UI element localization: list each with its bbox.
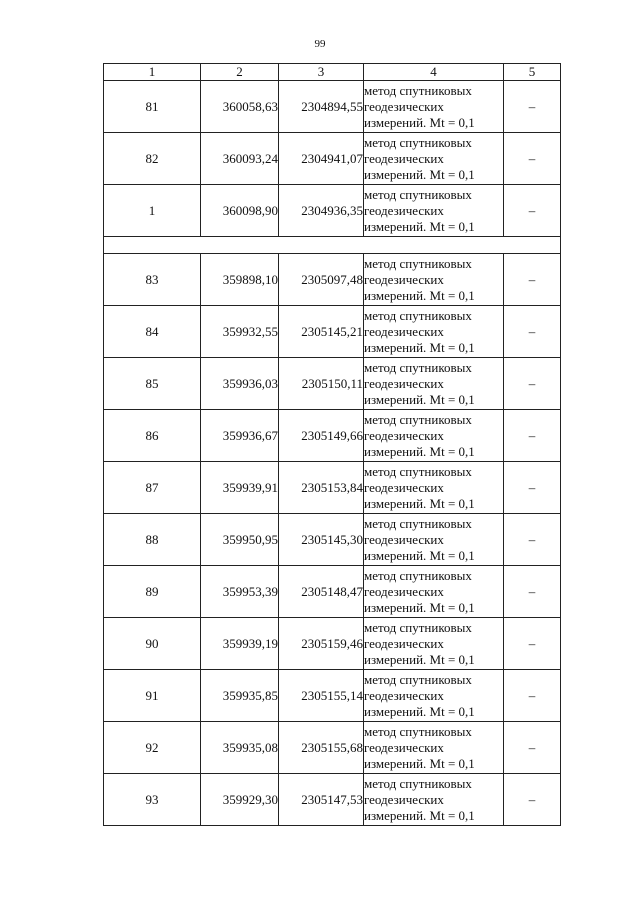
- method-cell: [364, 306, 504, 358]
- method-text-line: измерений. Mt = 0,1: [364, 287, 475, 303]
- method-text-line: метод спутниковых: [364, 775, 472, 791]
- y-coordinate-cell: 2305155,14: [279, 670, 364, 722]
- point-number-cell: 83: [104, 254, 201, 306]
- note-cell: –: [504, 722, 561, 774]
- y-coordinate-cell: 2305145,30: [279, 514, 364, 566]
- method-text-line: метод спутниковых: [364, 463, 472, 479]
- x-coordinate-cell: 359950,95: [201, 514, 279, 566]
- table-row: [104, 185, 561, 237]
- method-text-line: метод спутниковых: [364, 671, 472, 687]
- point-number-cell: 92: [104, 722, 201, 774]
- method-text-line: метод спутниковых: [364, 186, 472, 202]
- x-coordinate-cell: 359929,30: [201, 774, 279, 826]
- method-cell: [364, 254, 504, 306]
- table-row: [104, 618, 561, 670]
- x-coordinate-cell: 359939,19: [201, 618, 279, 670]
- point-number-cell: 89: [104, 566, 201, 618]
- method-text-line: измерений. Mt = 0,1: [364, 114, 475, 130]
- y-coordinate-cell: 2304941,07: [279, 133, 364, 185]
- table-row: [104, 133, 561, 185]
- y-coordinate-cell: 2305148,47: [279, 566, 364, 618]
- method-text-line: метод спутниковых: [364, 515, 472, 531]
- method-text-line: измерений. Mt = 0,1: [364, 651, 475, 667]
- x-coordinate-cell: 359936,67: [201, 410, 279, 462]
- method-cell: [364, 410, 504, 462]
- column-header: 4: [364, 64, 504, 81]
- page-number: 99: [314, 38, 326, 50]
- note-cell: –: [504, 618, 561, 670]
- table-row: [104, 774, 561, 826]
- note-cell: –: [504, 133, 561, 185]
- x-coordinate-cell: 359935,85: [201, 670, 279, 722]
- table-header-row: [104, 64, 561, 81]
- x-coordinate-cell: 359898,10: [201, 254, 279, 306]
- y-coordinate-cell: 2305159,46: [279, 618, 364, 670]
- method-cell: [364, 81, 504, 133]
- x-coordinate-cell: 359935,08: [201, 722, 279, 774]
- note-cell: –: [504, 358, 561, 410]
- table-row: [104, 722, 561, 774]
- x-coordinate-cell: 359932,55: [201, 306, 279, 358]
- method-text-line: геодезических: [364, 479, 444, 495]
- table-row: [104, 81, 561, 133]
- table-row: [104, 462, 561, 514]
- point-number-cell: 1: [104, 185, 201, 237]
- method-text-line: измерений. Mt = 0,1: [364, 755, 475, 771]
- x-coordinate-cell: 359953,39: [201, 566, 279, 618]
- method-text-line: измерений. Mt = 0,1: [364, 339, 475, 355]
- x-coordinate-cell: 359936,03: [201, 358, 279, 410]
- point-number-cell: 91: [104, 670, 201, 722]
- point-number-cell: 82: [104, 133, 201, 185]
- y-coordinate-cell: 2305155,68: [279, 722, 364, 774]
- method-text-line: геодезических: [364, 791, 444, 807]
- method-text-line: метод спутниковых: [364, 723, 472, 739]
- method-cell: [364, 566, 504, 618]
- method-cell: [364, 185, 504, 237]
- note-cell: –: [504, 81, 561, 133]
- x-coordinate-cell: 360058,63: [201, 81, 279, 133]
- method-text-line: метод спутниковых: [364, 411, 472, 427]
- method-text-line: метод спутниковых: [364, 82, 472, 98]
- note-cell: –: [504, 774, 561, 826]
- method-text-line: геодезических: [364, 150, 444, 166]
- coordinates-table: [103, 63, 561, 826]
- method-text-line: измерений. Mt = 0,1: [364, 218, 475, 234]
- method-text-line: измерений. Mt = 0,1: [364, 599, 475, 615]
- method-text-line: геодезических: [364, 531, 444, 547]
- method-cell: [364, 670, 504, 722]
- table-row: [104, 254, 561, 306]
- column-header: 1: [104, 64, 201, 81]
- method-cell: [364, 618, 504, 670]
- x-coordinate-cell: 360093,24: [201, 133, 279, 185]
- note-cell: –: [504, 670, 561, 722]
- note-cell: –: [504, 306, 561, 358]
- note-cell: –: [504, 410, 561, 462]
- x-coordinate-cell: 360098,90: [201, 185, 279, 237]
- method-text-line: измерений. Mt = 0,1: [364, 495, 475, 511]
- method-text-line: геодезических: [364, 98, 444, 114]
- method-text-line: геодезических: [364, 583, 444, 599]
- point-number-cell: 93: [104, 774, 201, 826]
- method-text-line: измерений. Mt = 0,1: [364, 703, 475, 719]
- column-header: 3: [279, 64, 364, 81]
- method-cell: [364, 774, 504, 826]
- point-number-cell: 81: [104, 81, 201, 133]
- method-text-line: метод спутниковых: [364, 307, 472, 323]
- method-cell: [364, 133, 504, 185]
- point-number-cell: 85: [104, 358, 201, 410]
- note-cell: –: [504, 462, 561, 514]
- column-header: 5: [504, 64, 561, 81]
- method-text-line: геодезических: [364, 375, 444, 391]
- method-text-line: метод спутниковых: [364, 134, 472, 150]
- method-text-line: геодезических: [364, 427, 444, 443]
- y-coordinate-cell: 2305097,48: [279, 254, 364, 306]
- method-cell: [364, 722, 504, 774]
- method-text-line: геодезических: [364, 202, 444, 218]
- point-number-cell: 86: [104, 410, 201, 462]
- contour-separator-row: [104, 237, 561, 254]
- x-coordinate-cell: 359939,91: [201, 462, 279, 514]
- table-row: [104, 670, 561, 722]
- method-text-line: геодезических: [364, 739, 444, 755]
- table-row: [104, 410, 561, 462]
- method-text-line: измерений. Mt = 0,1: [364, 547, 475, 563]
- method-text-line: геодезических: [364, 271, 444, 287]
- method-text-line: измерений. Mt = 0,1: [364, 391, 475, 407]
- method-text-line: метод спутниковых: [364, 619, 472, 635]
- separator-cell: [104, 237, 561, 254]
- method-cell: [364, 462, 504, 514]
- method-text-line: измерений. Mt = 0,1: [364, 166, 475, 182]
- method-text-line: измерений. Mt = 0,1: [364, 443, 475, 459]
- note-cell: –: [504, 514, 561, 566]
- point-number-cell: 88: [104, 514, 201, 566]
- y-coordinate-cell: 2305149,66: [279, 410, 364, 462]
- y-coordinate-cell: 2305147,53: [279, 774, 364, 826]
- table-row: [104, 566, 561, 618]
- method-cell: [364, 358, 504, 410]
- table-row: [104, 358, 561, 410]
- method-cell: [364, 514, 504, 566]
- y-coordinate-cell: 2305150,11: [279, 358, 364, 410]
- y-coordinate-cell: 2305145,21: [279, 306, 364, 358]
- point-number-cell: 90: [104, 618, 201, 670]
- note-cell: –: [504, 185, 561, 237]
- method-text-line: измерений. Mt = 0,1: [364, 807, 475, 823]
- method-text-line: геодезических: [364, 635, 444, 651]
- note-cell: –: [504, 566, 561, 618]
- note-cell: –: [504, 254, 561, 306]
- y-coordinate-cell: 2304894,55: [279, 81, 364, 133]
- method-text-line: метод спутниковых: [364, 255, 472, 271]
- y-coordinate-cell: 2305153,84: [279, 462, 364, 514]
- y-coordinate-cell: 2304936,35: [279, 185, 364, 237]
- point-number-cell: 87: [104, 462, 201, 514]
- table-row: [104, 514, 561, 566]
- method-text-line: геодезических: [364, 687, 444, 703]
- point-number-cell: 84: [104, 306, 201, 358]
- method-text-line: метод спутниковых: [364, 359, 472, 375]
- method-text-line: геодезических: [364, 323, 444, 339]
- table-row: [104, 306, 561, 358]
- method-text-line: метод спутниковых: [364, 567, 472, 583]
- column-header: 2: [201, 64, 279, 81]
